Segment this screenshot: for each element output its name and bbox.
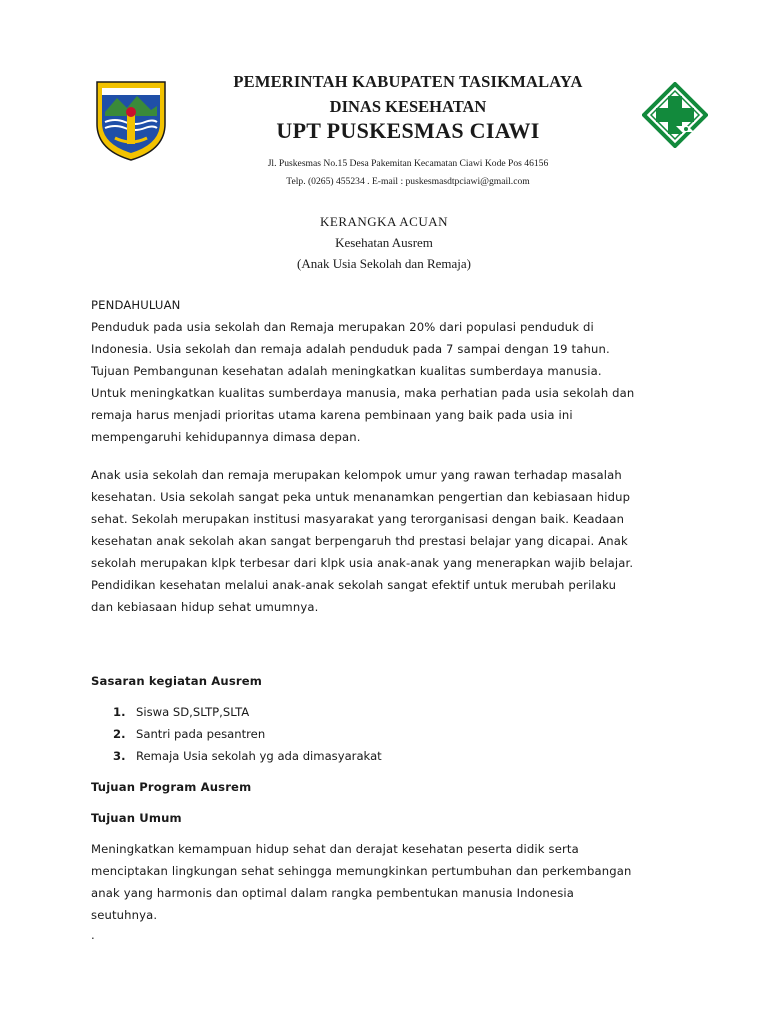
- document-subtitle: Kesehatan Ausrem: [335, 235, 433, 250]
- paragraph-line: dan kebiasaan hidup sehat umumnya.: [91, 600, 319, 614]
- paragraph-line: Anak usia sekolah dan remaja merupakan kelompok umur yang rawan terhadap masalah: [91, 468, 622, 482]
- subsection-heading-tujuan-umum: Tujuan Umum: [91, 811, 182, 825]
- paragraph-line: seutuhnya.: [91, 908, 158, 922]
- document-title: KERANGKA ACUAN: [320, 214, 448, 229]
- header-contact: Telp. (0265) 455234 . E-mail : puskesmasdtpciawi@gmail.com: [286, 176, 530, 187]
- paragraph-line: sehat. Sekolah merupakan institusi masyarakat yang terorganisasi dengan baik. Keadaan: [91, 512, 625, 526]
- section-heading-pendahuluan: PENDAHULUAN: [91, 298, 181, 312]
- list-item: Remaja Usia sekolah yg ada dimasyarakat: [136, 749, 382, 763]
- header-institution-name: UPT PUSKESMAS CIAWI: [276, 118, 540, 143]
- header-government-name: PEMERINTAH KABUPATEN TASIKMALAYA: [233, 72, 583, 91]
- paragraph-line: Meningkatkan kemampuan hidup sehat dan derajat kesehatan peserta didik serta: [91, 842, 579, 856]
- paragraph-line: Indonesia. Usia sekolah dan remaja adalah penduduk pada 7 sampai dengan 19 tahun.: [91, 342, 610, 356]
- paragraph-line: Pendidikan kesehatan melalui anak-anak sekolah sangat efektif untuk merubah perilaku: [91, 578, 617, 592]
- header-address: Jl. Puskesmas No.15 Desa Pakemitan Kecamatan Ciawi Kode Pos 46156: [267, 158, 549, 169]
- paragraph-line: kesehatan anak sekolah akan sangat berpengaruh thd prestasi belajar yang dicapai. Anak: [91, 534, 628, 548]
- list-item-number: 3.: [113, 749, 126, 763]
- paragraph-line: Penduduk pada usia sekolah dan Remaja merupakan 20% dari populasi penduduk di: [91, 320, 594, 334]
- paragraph-line: mempengaruhi kehidupannya dimasa depan.: [91, 430, 361, 444]
- section-heading-tujuan: Tujuan Program Ausrem: [91, 780, 252, 794]
- header-department-name: DINAS KESEHATAN: [329, 97, 487, 116]
- section-heading-sasaran: Sasaran kegiatan Ausrem: [91, 674, 262, 688]
- paragraph-line: remaja harus menjadi prioritas utama karena pembinaan yang baik pada usia ini: [91, 408, 573, 422]
- paragraph-line: kesehatan. Usia sekolah sangat peka untuk menanamkan pengertian dan kebiasaan hidup: [91, 490, 631, 504]
- list-item-number: 1.: [113, 705, 126, 719]
- list-item: Siswa SD,SLTP,SLTA: [136, 705, 250, 719]
- paragraph-line: Untuk meningkatkan kualitas sumberdaya manusia, maka perhatian pada usia sekolah dan: [91, 386, 635, 400]
- paragraph-line: Tujuan Pembangunan kesehatan adalah meningkatkan kualitas sumberdaya manusia.: [91, 364, 602, 378]
- paragraph-line: menciptakan lingkungan sehat sehingga memungkinkan pertumbuhan dan perkembangan: [91, 864, 632, 878]
- trailing-dot: .: [91, 928, 95, 942]
- list-item-number: 2.: [113, 727, 126, 741]
- document-subtitle-detail: (Anak Usia Sekolah dan Remaja): [296, 256, 471, 271]
- paragraph-line: anak yang harmonis dan optimal dalam rangka pembentukan manusia Indonesia: [91, 886, 575, 900]
- list-item: Santri pada pesantren: [136, 727, 266, 741]
- paragraph-line: sekolah merupakan klpk terbesar dari klpk usia anak-anak yang menerapkan wajib belajar.: [91, 556, 634, 570]
